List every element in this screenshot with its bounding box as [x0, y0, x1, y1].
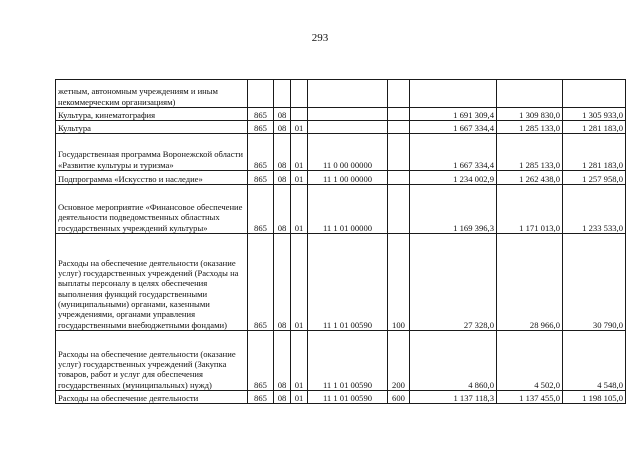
row-vr: [388, 134, 410, 171]
table-row: [56, 234, 626, 331]
table-row: [56, 108, 626, 121]
row-csr: [308, 80, 388, 108]
row-csr: 11 1 01 00590: [308, 331, 388, 391]
row-name: Основное мероприятие «Финансовое обеспечение деятельности подведомственных областных государственных учреждений культуры»: [56, 185, 248, 234]
row-year1: 1 691 309,4: [410, 108, 497, 121]
row-vr: [388, 108, 410, 121]
table-row: [56, 171, 626, 185]
row-year3: 1 281 183,0: [563, 121, 626, 134]
row-ved: 865: [248, 108, 274, 121]
row-pr: [291, 80, 308, 108]
row-year2: 1 285 133,0: [497, 121, 563, 134]
row-ved: [248, 80, 274, 108]
row-name: Расходы на обеспечение деятельности (оказание услуг) государственных учреждений (Закупка товаров, работ и услуг для обеспечения государственных (муниципальных) нужд): [56, 331, 248, 391]
row-rz: 08: [274, 121, 291, 134]
row-rz: 08: [274, 171, 291, 185]
row-year2: 28 966,0: [497, 234, 563, 331]
row-ved: 865: [248, 171, 274, 185]
row-year1: 1 234 002,9: [410, 171, 497, 185]
row-csr: [308, 121, 388, 134]
row-year3: 1 198 105,0: [563, 391, 626, 404]
row-year3: 1 305 933,0: [563, 108, 626, 121]
row-pr: 01: [291, 331, 308, 391]
row-rz: 08: [274, 234, 291, 331]
row-year2: 4 502,0: [497, 331, 563, 391]
row-year1: 27 328,0: [410, 234, 497, 331]
row-rz: 08: [274, 185, 291, 234]
row-year3: [563, 80, 626, 108]
row-year2: 1 285 133,0: [497, 134, 563, 171]
table-row: [56, 80, 626, 108]
page-number: 293: [311, 32, 329, 44]
row-ved: 865: [248, 331, 274, 391]
row-pr: 01: [291, 171, 308, 185]
table-row: [56, 391, 626, 404]
row-pr: [291, 108, 308, 121]
row-year3: 1 257 958,0: [563, 171, 626, 185]
row-name: Государственная программа Воронежской области «Развитие культуры и туризма»: [56, 134, 248, 171]
table-row: [56, 121, 626, 134]
row-name: Расходы на обеспечение деятельности: [56, 391, 248, 404]
row-pr: 01: [291, 121, 308, 134]
row-rz: [274, 80, 291, 108]
row-csr: 11 1 01 00590: [308, 234, 388, 331]
row-pr: 01: [291, 134, 308, 171]
row-vr: 600: [388, 391, 410, 404]
row-rz: 08: [274, 134, 291, 171]
row-year2: 1 137 455,0: [497, 391, 563, 404]
row-rz: 08: [274, 331, 291, 391]
row-name: жетным, автономным учреждениям и иным некоммерческим организациям): [56, 80, 248, 108]
row-vr: 200: [388, 331, 410, 391]
row-ved: 865: [248, 185, 274, 234]
row-year1: 4 860,0: [410, 331, 497, 391]
budget-table: [55, 79, 626, 404]
row-name: Подпрограмма «Искусство и наследие»: [56, 171, 248, 185]
row-vr: [388, 80, 410, 108]
row-year2: 1 171 013,0: [497, 185, 563, 234]
row-name: Культура: [56, 121, 248, 134]
row-vr: [388, 185, 410, 234]
row-rz: 08: [274, 391, 291, 404]
row-pr: 01: [291, 234, 308, 331]
row-year1: 1 667 334,4: [410, 134, 497, 171]
table-row: [56, 331, 626, 391]
row-year3: 1 233 533,0: [563, 185, 626, 234]
row-csr: 11 1 01 00590: [308, 391, 388, 404]
row-name: Расходы на обеспечение деятельности (оказание услуг) государственных учреждений (Расходы на выплаты персоналу в целях обеспечения выполнения функций государственными (муниципальными) органами, казенными учреждениями, органами управления государственными внебюджетными фондами): [56, 234, 248, 331]
row-pr: 01: [291, 185, 308, 234]
row-year1: [410, 80, 497, 108]
row-vr: [388, 121, 410, 134]
row-ved: 865: [248, 234, 274, 331]
row-year3: 4 548,0: [563, 331, 626, 391]
row-year1: 1 137 118,3: [410, 391, 497, 404]
row-year3: 30 790,0: [563, 234, 626, 331]
row-csr: 11 1 00 00000: [308, 171, 388, 185]
row-name: Культура, кинематография: [56, 108, 248, 121]
row-csr: 11 1 01 00000: [308, 185, 388, 234]
table-row: [56, 134, 626, 171]
row-csr: [308, 108, 388, 121]
row-pr: 01: [291, 391, 308, 404]
row-csr: 11 0 00 00000: [308, 134, 388, 171]
table-row: [56, 185, 626, 234]
row-rz: 08: [274, 108, 291, 121]
row-year1: 1 667 334,4: [410, 121, 497, 134]
row-year2: 1 309 830,0: [497, 108, 563, 121]
row-ved: 865: [248, 121, 274, 134]
row-year1: 1 169 396,3: [410, 185, 497, 234]
row-ved: 865: [248, 391, 274, 404]
row-vr: [388, 171, 410, 185]
row-ved: 865: [248, 134, 274, 171]
row-year2: 1 262 438,0: [497, 171, 563, 185]
row-year3: 1 281 183,0: [563, 134, 626, 171]
row-year2: [497, 80, 563, 108]
row-vr: 100: [388, 234, 410, 331]
